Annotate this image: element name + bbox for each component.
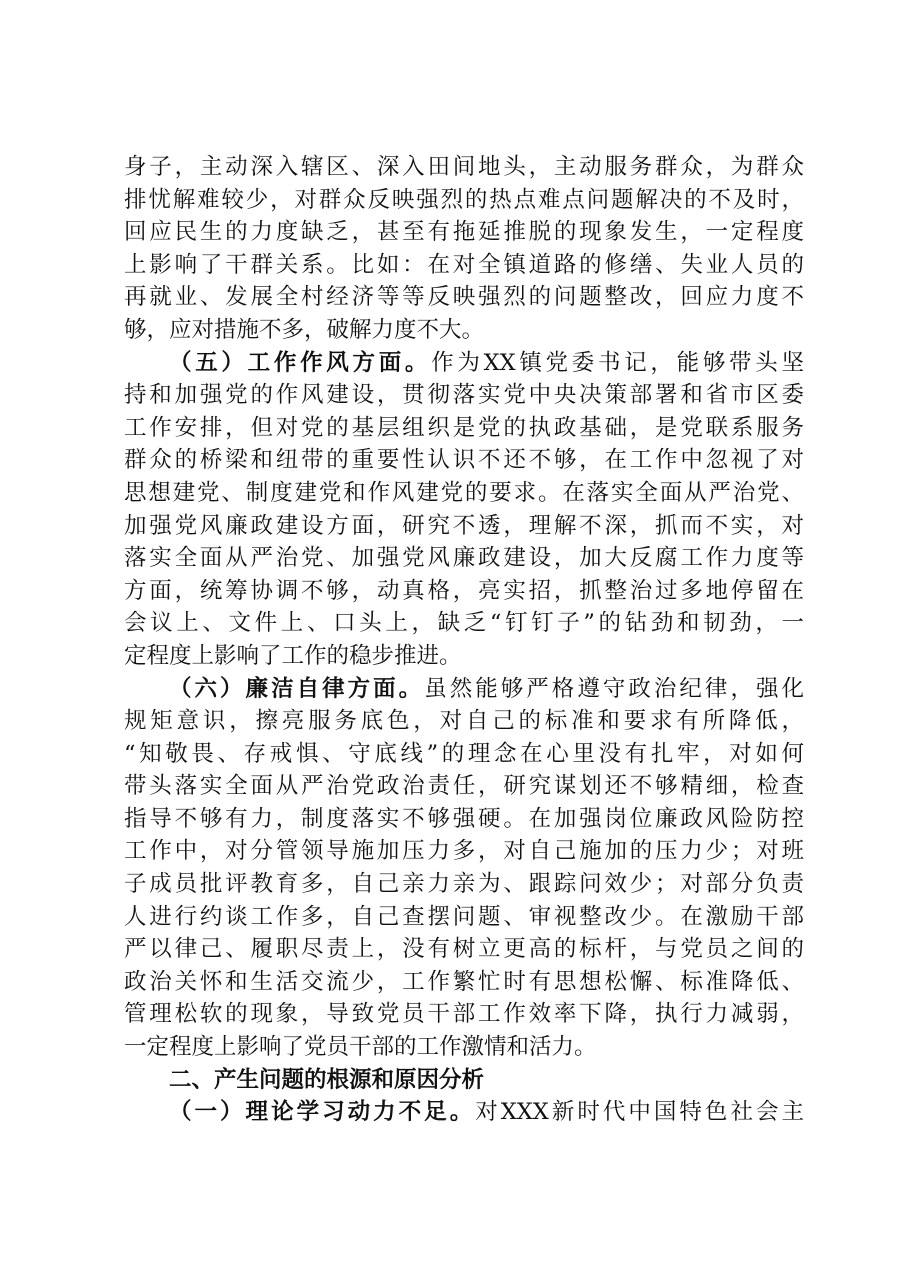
line-text: 方面，统筹协调不够，动真格，亮实招，抓整治过多地停留在 <box>124 577 804 604</box>
paragraph-line <box>124 151 804 184</box>
line-text: 再就业、发展全村经济等等反映强烈的问题整改，回应力度不 <box>124 284 804 311</box>
paragraph-line <box>124 216 804 249</box>
paragraph-line <box>124 575 804 608</box>
paragraph-line <box>124 998 804 1031</box>
line-text: 子成员批评教育多，自己亲力亲为、跟踪问效少；对部分负责 <box>124 871 804 898</box>
paragraph-line <box>124 705 804 738</box>
line-text: 工作安排，但对党的基层组织是党的执政基础，是党联系服务 <box>124 414 804 441</box>
line-text: 上影响了干群关系。比如：在对全镇道路的修缮、失业人员的 <box>124 251 804 278</box>
paragraph-line <box>124 249 804 282</box>
line-text: 管理松软的现象，导致党员干部工作效率下降，执行力减弱， <box>124 1001 804 1028</box>
paragraph-line <box>124 835 804 868</box>
paragraph-line <box>124 510 804 543</box>
line-text: 一定程度上影响了党员干部的工作激情和活力。 <box>124 1034 597 1061</box>
paragraph-line <box>124 901 804 934</box>
line-text: 指导不够有力，制度落实不够强硬。在加强岗位廉政风险防控 <box>124 805 804 832</box>
line-text: 持和加强党的作风建设，贯彻落实党中央决策部署和省市区委 <box>124 382 804 409</box>
line-text: 排忧解难较少，对群众反映强烈的热点难点问题解决的不及时， <box>124 186 804 213</box>
line-text: 会议上、文件上、口头上，缺乏“钉钉子”的钻劲和韧劲，一 <box>124 610 804 637</box>
paragraph-line <box>124 868 804 901</box>
line-text: 虽然能够严格遵守政治纪律，强化 <box>424 675 804 702</box>
section-5-first-line <box>124 347 804 380</box>
line-text: 工作中，对分管领导施加压力多，对自己施加的压力少；对班 <box>124 838 804 865</box>
paragraph-line <box>124 444 804 477</box>
line-text: 定程度上影响了工作的稳步推进。 <box>124 642 462 669</box>
line-text: 够，应对措施不多，破解力度不大。 <box>124 316 485 343</box>
line-text: 严以律己、履职尽责上，没有树立更高的标杆，与党员之间的 <box>124 936 804 963</box>
paragraph-line <box>124 607 804 640</box>
line-text: 对XXX新时代中国特色社会主 <box>475 1099 804 1126</box>
paragraph-line <box>124 803 804 836</box>
section-6-heading: （六）廉洁自律方面。 <box>169 675 425 702</box>
line-text: 回应民生的力度缺乏，甚至有拖延推脱的现象发生，一定程度 <box>124 219 804 246</box>
line-text: 作为XX镇党委书记，能够带头坚 <box>431 349 804 376</box>
subsection-1-heading: （一）理论学习动力不足。 <box>169 1099 476 1126</box>
paragraph-line <box>124 738 804 771</box>
paragraph-line <box>124 281 804 314</box>
document-body <box>124 151 804 1129</box>
line-text: 人进行约谈工作多，自己查摆问题、审视整改少。在激励干部 <box>124 903 804 930</box>
line-text: 加强党风廉政建设方面，研究不透，理解不深，抓而不实，对 <box>124 512 804 539</box>
line-text: 政治关怀和生活交流少，工作繁忙时有思想松懈、标准降低、 <box>124 968 804 995</box>
line-text: 带头落实全面从严治党政治责任，研究谋划还不够精细，检查 <box>124 773 804 800</box>
line-text: 规矩意识，擦亮服务底色，对自己的标准和要求有所降低， <box>124 708 804 735</box>
paragraph-line <box>124 412 804 445</box>
paragraph-line <box>124 379 804 412</box>
subsection-1-first-line <box>124 1096 804 1129</box>
paragraph-line <box>124 542 804 575</box>
paragraph-line <box>124 933 804 966</box>
paragraph-line <box>124 1031 804 1064</box>
line-text: 身子，主动深入辖区、深入田间地头，主动服务群众，为群众 <box>124 154 804 180</box>
paragraph-line <box>124 770 804 803</box>
section-5-heading: （五）工作作风方面。 <box>169 349 432 376</box>
paragraph-line <box>124 966 804 999</box>
paragraph-line <box>124 314 804 347</box>
line-text: 落实全面从严治党、加强党风廉政建设，加大反腐工作力度等 <box>124 545 804 572</box>
section-2-title: 二、产生问题的根源和原因分析 <box>169 1066 485 1093</box>
paragraph-line <box>124 477 804 510</box>
line-text: 群众的桥梁和纽带的重要性认识不还不够，在工作中忽视了对 <box>124 447 804 474</box>
line-text: “知敬畏、存戒惧、守底线”的理念在心里没有扎牢，对如何 <box>124 740 804 767</box>
section-6-first-line <box>124 673 804 706</box>
paragraph-line <box>124 640 804 673</box>
line-text: 思想建党、制度建党和作风建党的要求。在落实全面从严治党、 <box>124 479 804 506</box>
section-heading-2 <box>124 1064 804 1097</box>
paragraph-line <box>124 184 804 217</box>
